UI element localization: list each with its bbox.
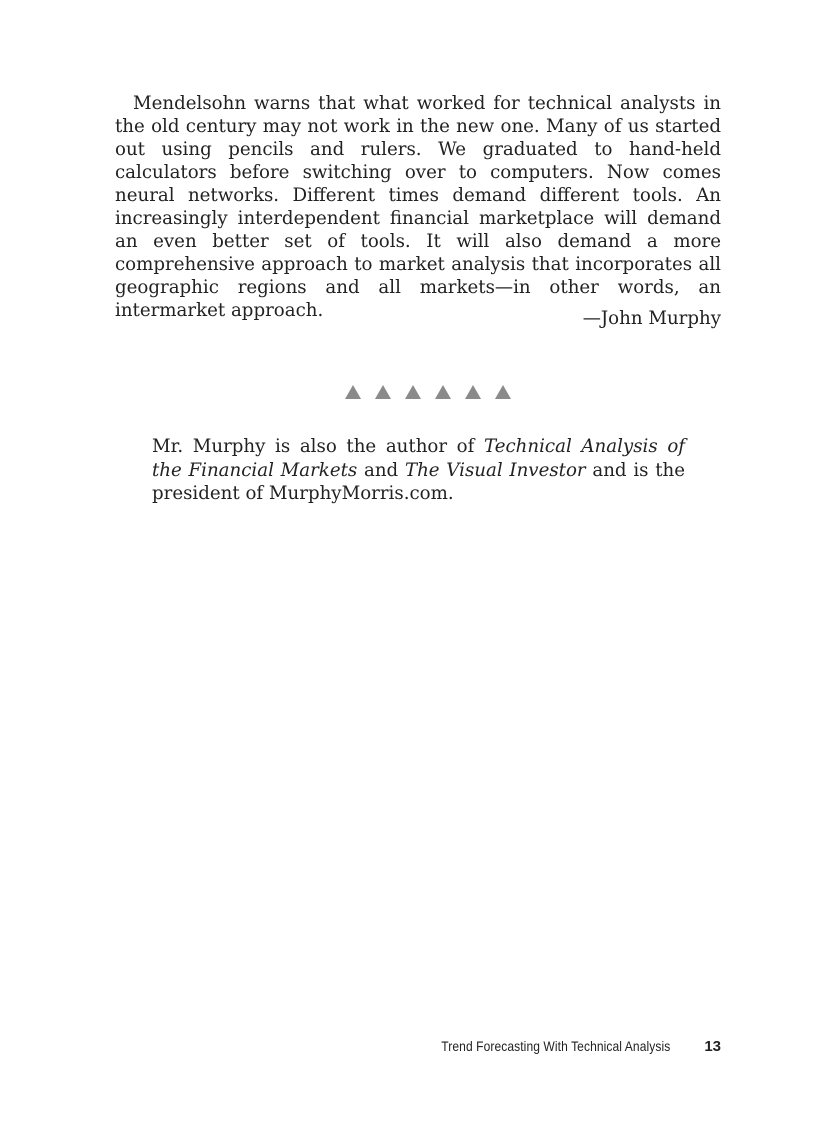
triangle-icon bbox=[495, 385, 511, 399]
page-number: 13 bbox=[704, 1038, 721, 1055]
triangle-icon bbox=[405, 385, 421, 399]
triangle-icon bbox=[435, 385, 451, 399]
author-signature: —John Murphy bbox=[582, 308, 721, 329]
body-paragraph bbox=[115, 92, 721, 322]
bio-text-part3: and is the president of MurphyMorris.com. bbox=[152, 459, 686, 504]
bio-book-title-1: Technical Analysis of the Financial Markets bbox=[152, 436, 685, 481]
bio-text-part1: Mr. Murphy is also the author of bbox=[152, 436, 485, 457]
triangle-icon bbox=[375, 385, 391, 399]
body-paragraph-text: Mendelsohn warns that what worked for technical analysts in the old century may not work in the new one. Many of us started out using pencils and rulers. We graduated to hand-held calculators before switching over to computers. Now comes neural networks. Different times demand different tools. An increasingly interdependent financial marketplace will demand an even better set of tools. It will also demand a more comprehensive approach to market analysis that incorporates all geographic regions and all markets—in other words, an intermarket approach. bbox=[115, 93, 721, 321]
bio-book-title-2: The Visual Investor bbox=[404, 459, 586, 481]
triangle-icon bbox=[465, 385, 481, 399]
page-footer bbox=[404, 1037, 721, 1056]
bio-text-part2: and bbox=[357, 459, 405, 481]
author-bio bbox=[152, 435, 685, 506]
triangle-icon bbox=[345, 385, 361, 399]
running-head: Trend Forecasting With Technical Analysis bbox=[441, 1038, 671, 1054]
section-divider-ornament bbox=[345, 385, 511, 399]
